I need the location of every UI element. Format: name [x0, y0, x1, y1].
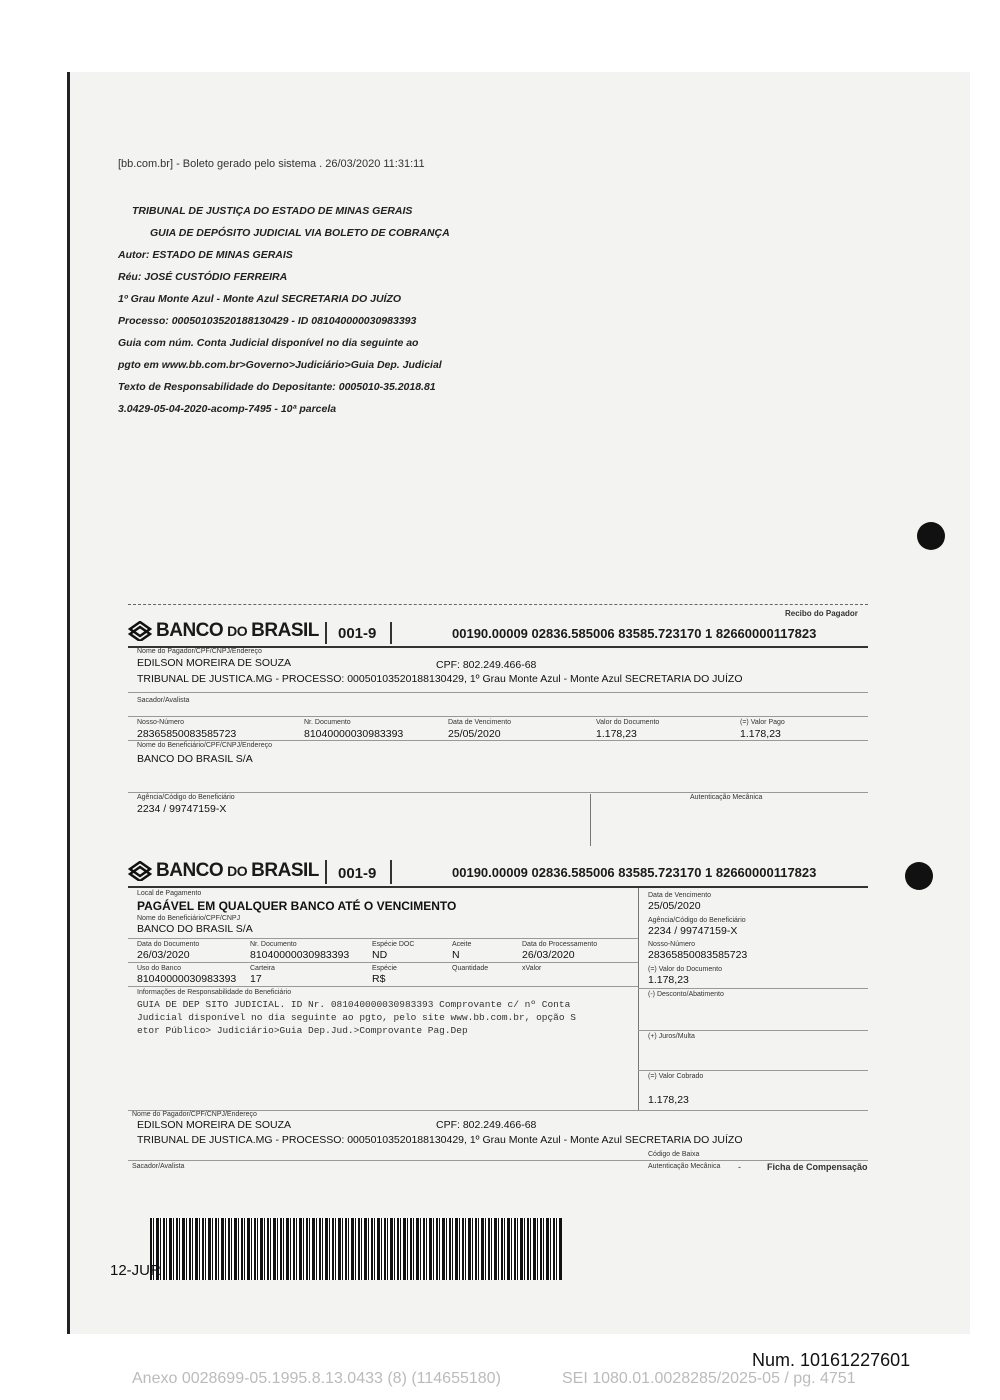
- bank-name-b: DO: [227, 863, 248, 879]
- pagador-address: TRIBUNAL DE JUSTICA.MG - PROCESSO: 00050103520188130429, 1º Grau Monte Azul - Monte Azul SECRETARIA DO JUÍZO: [137, 1134, 743, 1146]
- informacoes-text: GUIA DE DEP SITO JUDICIAL. ID Nr. 081040000030983393 Comprovante c/ nº Conta Judicial disponível no dia seguinte ao pgto, pelo site www.bb.com.br, opção S etor Público> Judiciário>Guia Dep.Jud.>Comprovante Pag.Dep: [137, 999, 576, 1036]
- autenticacao-label: Autenticação Mecânica: [690, 794, 763, 801]
- especie-label: Espécie: [372, 965, 397, 972]
- punch-hole: [905, 862, 933, 890]
- intro-line: GUIA DE DEPÓSITO JUDICIAL VIA BOLETO DE COBRANÇA: [150, 227, 450, 239]
- beneficiario: BANCO DO BRASIL S/A: [137, 753, 253, 765]
- divider: [325, 860, 327, 884]
- vencimento: 25/05/2020: [448, 728, 501, 740]
- quantidade-label: Quantidade: [452, 965, 489, 972]
- autenticacao-label: Autenticação Mecânica: [648, 1163, 721, 1170]
- vencimento-label: Data de Vencimento: [448, 719, 512, 726]
- nr-documento: 81040000030983393: [304, 728, 404, 740]
- nosso-numero-label: Nosso-Número: [137, 719, 185, 726]
- pagador-label: Nome do Pagador/CPF/CNPJ/Endereço: [132, 1111, 257, 1118]
- divider: [128, 792, 868, 793]
- agencia-label: Agência/Código do Beneficiário: [137, 794, 235, 801]
- bank-code: 001-9: [338, 865, 377, 882]
- local-pagamento: PAGÁVEL EM QUALQUER BANCO ATÉ O VENCIMENTO: [137, 899, 457, 913]
- nosso-numero: 28365850083585723: [137, 728, 237, 740]
- intro-line: Guia com núm. Conta Judicial disponível no dia seguinte ao: [118, 337, 419, 349]
- agencia: 2234 / 99747159-X: [137, 803, 227, 815]
- intro-line: 1º Grau Monte Azul - Monte Azul SECRETARIA DO JUÍZO: [118, 293, 402, 305]
- intro-line: Réu: JOSÉ CUSTÓDIO FERREIRA: [118, 271, 288, 283]
- divider: [638, 988, 868, 989]
- divider: [128, 986, 638, 987]
- carteira-label: Carteira: [250, 965, 275, 972]
- intro-block: [118, 200, 450, 420]
- generated-header: [bb.com.br] - Boleto gerado pelo sistema . 26/03/2020 11:31:11: [118, 158, 425, 170]
- ficha-compensacao-label: Ficha de Compensação: [767, 1162, 868, 1172]
- juros-label: (+) Juros/Multa: [648, 1033, 695, 1040]
- anexo-footer: Anexo 0028699-05.1995.8.13.0433 (8) (114655180): [132, 1370, 501, 1387]
- aceite: N: [452, 949, 460, 961]
- nr-documento-label: Nr. Documento: [250, 941, 297, 948]
- punch-hole: [917, 522, 945, 550]
- cut-line: [128, 604, 868, 606]
- divider: [128, 962, 638, 963]
- bank-name-c: BRASIL: [251, 860, 319, 881]
- especie: R$: [372, 973, 386, 985]
- recibo-title: Recibo do Pagador: [785, 609, 858, 618]
- data-processamento: 26/03/2020: [522, 949, 575, 961]
- nr-documento-label: Nr. Documento: [304, 719, 351, 726]
- digitable-line: 00190.00009 02836.585006 83585.723170 1 82660000117823: [452, 865, 817, 880]
- divider: [590, 794, 591, 846]
- data-documento-label: Data do Documento: [137, 941, 200, 948]
- desconto-label: (-) Desconto/Abatimento: [648, 991, 724, 998]
- bank-logo: [128, 620, 319, 642]
- divider: [390, 622, 392, 644]
- vencimento-label: Data de Vencimento: [648, 892, 712, 899]
- agencia: 2234 / 99747159-X: [648, 925, 738, 937]
- beneficiario: BANCO DO BRASIL S/A: [137, 923, 253, 935]
- divider: [128, 886, 868, 888]
- document-number: Num. 10161227601: [752, 1350, 911, 1370]
- xvalor-label: xValor: [522, 965, 542, 972]
- beneficiario-label: Nome do Beneficiário/CPF/CNPJ/Endereço: [137, 742, 273, 749]
- bank-logo: [128, 860, 319, 882]
- intro-line: TRIBUNAL DE JUSTIÇA DO ESTADO DE MINAS GERAIS: [132, 205, 413, 217]
- data-processamento-label: Data do Processamento: [522, 941, 598, 948]
- pagador-address: TRIBUNAL DE JUSTICA.MG - PROCESSO: 00050103520188130429, 1º Grau Monte Azul - Monte Azul SECRETARIA DO JUÍZO: [137, 673, 743, 685]
- codigo-baixa-label: Código de Baixa: [648, 1151, 700, 1158]
- informacoes-label: Informações de Responsabilidade do Beneficiário: [137, 989, 292, 996]
- valor-cobrado-label: (=) Valor Cobrado: [648, 1073, 704, 1080]
- pagador-cpf: CPF: 802.249.466-68: [436, 659, 537, 671]
- divider: [128, 692, 868, 693]
- especie-doc-label: Espécie DOC: [372, 941, 415, 948]
- sacador-label: Sacador/Avalista: [137, 697, 190, 704]
- nosso-numero-label: Nosso-Número: [648, 941, 696, 948]
- intro-line: Autor: ESTADO DE MINAS GERAIS: [118, 249, 293, 261]
- divider: [128, 716, 868, 717]
- nosso-numero: 28365850083585723: [648, 949, 748, 961]
- carteira: 17: [250, 973, 262, 985]
- divider: [128, 1160, 868, 1161]
- sei-footer: SEI 1080.01.0028285/2025-05 / pg. 4751: [562, 1370, 856, 1387]
- divider: [128, 938, 638, 939]
- sacador-label: Sacador/Avalista: [132, 1163, 185, 1170]
- bank-name-a: BANCO: [156, 860, 224, 881]
- divider: [638, 1070, 868, 1071]
- intro-line: Processo: 00050103520188130429 - ID 081040000030983393: [118, 315, 417, 327]
- barcode: [150, 1218, 562, 1280]
- valor-documento-label: (=) Valor do Documento: [648, 966, 722, 973]
- valor-documento: 1.178,23: [596, 728, 637, 740]
- divider: [128, 740, 868, 741]
- intro-line: pgto em www.bb.com.br>Governo>Judiciário>Guia Dep. Judicial: [118, 359, 442, 371]
- bank-name-a: BANCO: [156, 620, 224, 641]
- divider: [390, 860, 392, 884]
- aceite-label: Aceite: [452, 941, 472, 948]
- beneficiario-label: Nome do Beneficiário/CPF/CNPJ: [137, 915, 241, 922]
- intro-line: Texto de Responsabilidade do Depositante: 0005010-35.2018.81: [118, 381, 436, 393]
- bank-name-c: BRASIL: [251, 620, 319, 641]
- divider: [638, 888, 639, 1110]
- pagador-name: EDILSON MOREIRA DE SOUZA: [137, 1119, 292, 1131]
- local-pagamento-label: Local de Pagamento: [137, 890, 202, 897]
- divider: [325, 622, 327, 644]
- valor-documento: 1.178,23: [648, 974, 689, 986]
- intro-line: 3.0429-05-04-2020-acomp-7495 - 10ª parcela: [118, 403, 337, 415]
- agencia-label: Agência/Código do Beneficiário: [648, 917, 746, 924]
- valor-pago: 1.178,23: [740, 728, 781, 740]
- vencimento: 25/05/2020: [648, 900, 701, 912]
- uso-banco: 81040000030983393: [137, 973, 237, 985]
- bank-code: 001-9: [338, 625, 377, 642]
- bb-logo-icon: [128, 861, 152, 881]
- separator-dash: -: [738, 1162, 741, 1172]
- nr-documento: 81040000030983393: [250, 949, 350, 961]
- divider: [638, 1030, 868, 1031]
- digitable-line: 00190.00009 02836.585006 83585.723170 1 82660000117823: [452, 626, 817, 641]
- pagador-label: Nome do Pagador/CPF/CNPJ/Endereço: [137, 648, 262, 655]
- bank-name-b: DO: [227, 623, 248, 639]
- valor-cobrado: 1.178,23: [648, 1094, 689, 1106]
- especie-doc: ND: [372, 949, 388, 961]
- uso-banco-label: Uso do Banco: [137, 965, 181, 972]
- pagador-name: EDILSON MOREIRA DE SOUZA: [137, 657, 292, 669]
- pagador-cpf: CPF: 802.249.466-68: [436, 1119, 537, 1131]
- data-documento: 26/03/2020: [137, 949, 190, 961]
- stamp-label: 12-JUR: [110, 1262, 161, 1279]
- bb-logo-icon: [128, 621, 152, 641]
- valor-pago-label: (=) Valor Pago: [740, 719, 785, 726]
- valor-documento-label: Valor do Documento: [596, 719, 660, 726]
